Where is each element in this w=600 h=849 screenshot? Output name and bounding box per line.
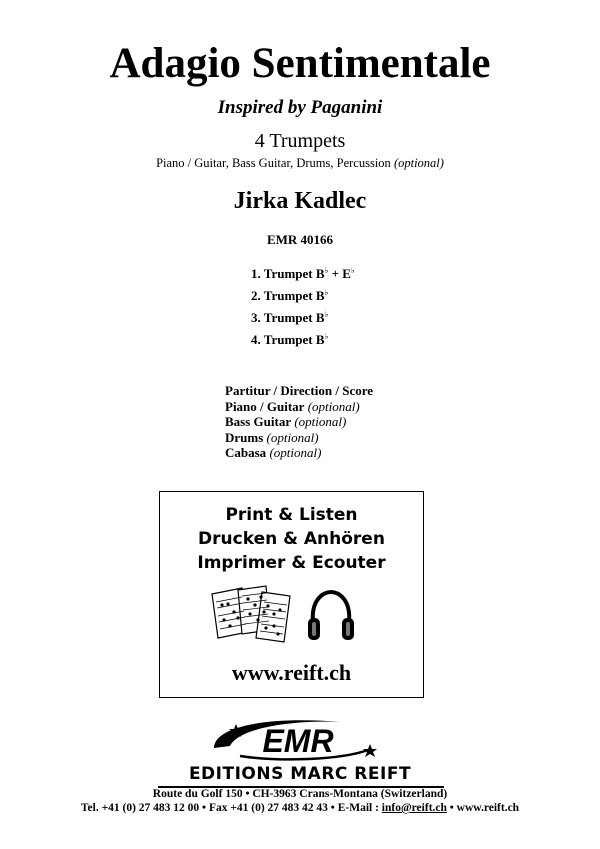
material-item: Drums (optional) <box>225 429 319 445</box>
publisher-contact: Tel. +41 (0) 27 483 12 00 • Fax +41 (0) 27 483 42 43 • E-Mail : info@reift.ch • www.reift.ch <box>80 802 520 814</box>
website-link[interactable]: www.reift.ch <box>231 660 352 685</box>
publisher-name: EDITIONS MARC REIFT <box>188 764 412 784</box>
email-link[interactable]: info@reift.ch <box>381 802 447 814</box>
part-item: 1. Trumpet B♭ + E♭ <box>251 266 355 281</box>
material-item: Partitur / Direction / Score <box>225 383 374 398</box>
subtitle: Inspired by Paganini <box>217 97 383 118</box>
headphones-icon <box>305 588 357 646</box>
part-item: 3. Trumpet B♭ <box>251 310 329 325</box>
catalog-number: EMR 40166 <box>266 232 334 247</box>
publisher-address: Route du Golf 150 • CH-3963 Crans-Montana (Switzerland) <box>152 788 448 800</box>
material-item: Bass Guitar (optional) <box>225 414 347 429</box>
parts-list <box>251 262 355 350</box>
promo-line-french: Imprimer & Ecouter <box>197 553 386 573</box>
accompaniment-note: (optional) <box>393 156 444 170</box>
emr-logo <box>200 714 390 764</box>
part-item: 2. Trumpet B♭ <box>251 288 329 303</box>
material-item: Piano / Guitar (optional) <box>225 398 360 414</box>
promo-line-english: Print & Listen <box>225 505 358 525</box>
score-sheets-icon <box>208 584 298 644</box>
print-listen-box <box>159 491 424 698</box>
accompaniment-text: Piano / Guitar, Bass Guitar, Drums, Percussion <box>156 156 391 170</box>
accompaniment <box>0 155 600 171</box>
materials-list <box>225 383 373 461</box>
promo-line-german: Drucken & Anhören <box>198 529 385 549</box>
material-item: Cabasa (optional) <box>225 445 322 460</box>
composer: Jirka Kadlec <box>233 188 367 214</box>
instrumentation: 4 Trumpets <box>254 130 346 152</box>
part-item: 4. Trumpet B♭ <box>251 332 329 347</box>
emr-logo-text: EMR <box>262 723 334 759</box>
title: Adagio Sentimentale <box>109 40 491 87</box>
